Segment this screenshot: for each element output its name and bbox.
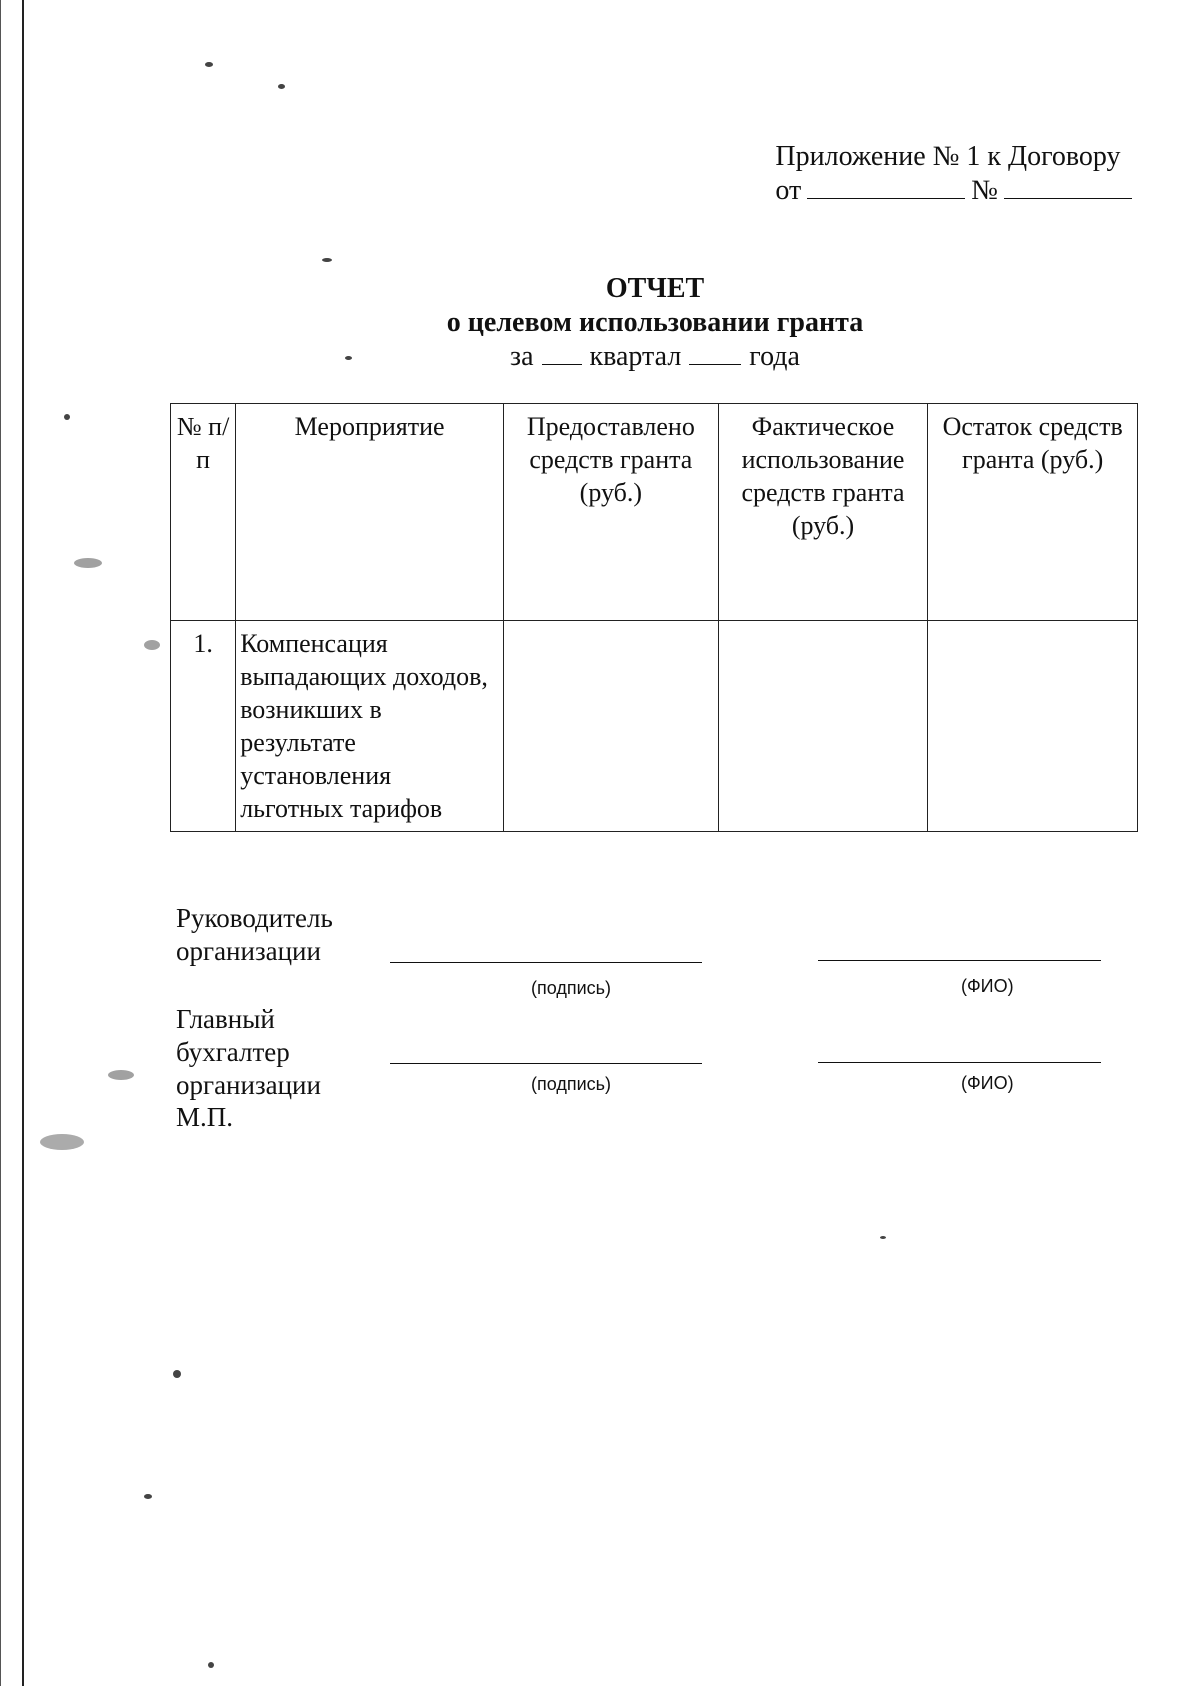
chief-name-caption: (ФИО) <box>961 1073 1014 1093</box>
head-name-caption: (ФИО) <box>961 976 1014 996</box>
scan-speck <box>74 558 102 568</box>
period-year-label: года <box>749 341 800 372</box>
stamp-label: М.П. <box>176 1102 234 1132</box>
report-period <box>510 340 800 374</box>
scan-speck <box>144 1494 152 1499</box>
head-signature-label: Руководитель организации <box>176 903 333 966</box>
appendix-line: Приложение № 1 к Договору <box>775 141 1121 172</box>
contract-number-blank[interactable] <box>1004 176 1132 199</box>
chief-name-line[interactable] <box>818 1062 1101 1063</box>
scan-speck <box>322 258 332 262</box>
header-remainder: Остаток средств гранта (руб.) <box>928 404 1138 621</box>
page-border <box>22 0 24 1686</box>
scan-speck <box>205 62 213 67</box>
row-actual-use[interactable] <box>718 621 928 832</box>
header-event: Мероприятие <box>236 404 504 621</box>
scan-speck <box>345 356 352 360</box>
period-quarter-label: квартал <box>589 341 682 372</box>
scan-speck <box>173 1370 181 1378</box>
scan-speck <box>108 1070 134 1080</box>
head-signature-line[interactable] <box>390 962 702 963</box>
row-number: 1. <box>171 621 236 832</box>
report-table <box>170 403 1138 832</box>
scan-speck <box>208 1662 214 1668</box>
chief-signature-caption: (подпись) <box>531 1074 612 1094</box>
appendix-from-label: от <box>775 175 802 206</box>
report-title: ОТЧЕТ <box>605 273 705 304</box>
report-subtitle: о целевом использовании гранта <box>446 307 864 338</box>
table-row <box>171 621 1138 832</box>
quarter-blank[interactable] <box>542 342 582 365</box>
header-provided: Предоставлено средств гранта (руб.) <box>504 404 719 621</box>
scan-speck <box>64 414 70 420</box>
head-signature-caption: (подпись) <box>531 978 612 998</box>
scan-speck <box>880 1236 886 1239</box>
appendix-header <box>775 140 1132 208</box>
header-number: № п/п <box>171 404 236 621</box>
scan-speck <box>144 640 160 650</box>
header-actual-use: Фактическое использование средств гранта (руб.) <box>718 404 928 621</box>
chief-signature-line[interactable] <box>390 1063 702 1064</box>
row-provided[interactable] <box>504 621 719 832</box>
table-header-row <box>171 404 1138 621</box>
row-event: Компенсация выпадающих доходов, возникших в результате установления льготных тарифов <box>236 621 504 832</box>
scan-speck <box>278 84 285 89</box>
report-title-block <box>0 272 1200 374</box>
chief-accountant-label: Главный бухгалтер организации <box>176 1004 321 1100</box>
scan-speck <box>40 1134 84 1150</box>
head-name-line[interactable] <box>818 960 1101 961</box>
year-blank[interactable] <box>689 342 741 365</box>
period-for-label: за <box>510 341 534 372</box>
appendix-contract-line <box>775 174 1132 208</box>
row-remainder[interactable] <box>928 621 1138 832</box>
page-border-outer <box>0 0 1 1686</box>
appendix-number-label: № <box>971 175 998 206</box>
contract-date-blank[interactable] <box>807 176 965 199</box>
